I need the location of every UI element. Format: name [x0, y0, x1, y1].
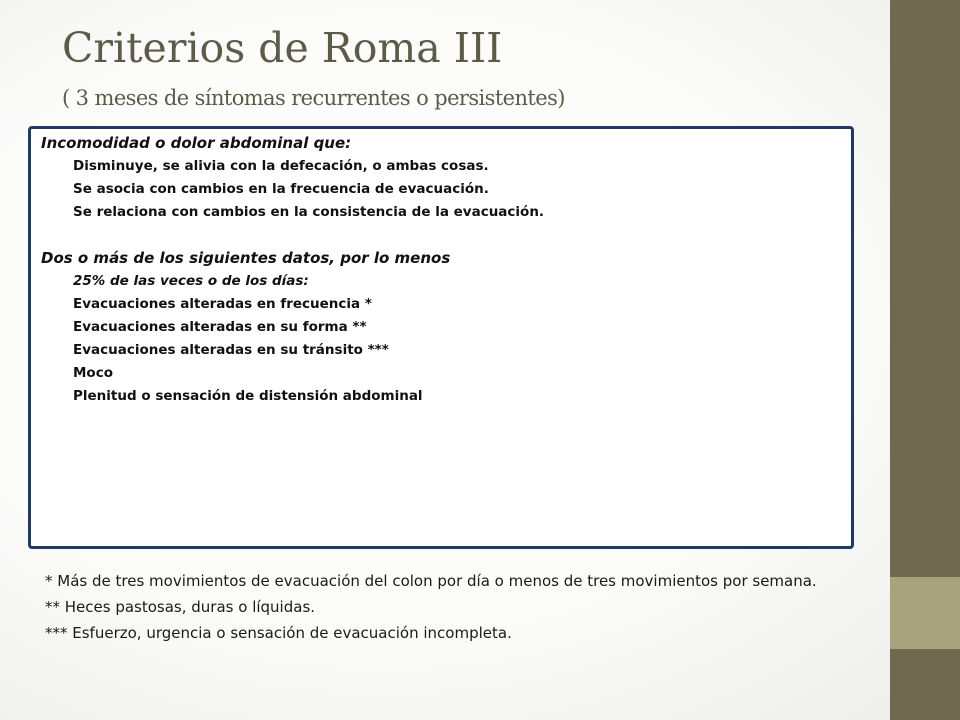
footnote-frequency: * Más de tres movimientos de evacuación del colon por día o menos de tres movimientos por semana. — [45, 572, 817, 590]
footnote-form: ** Heces pastosas, duras o líquidas. — [45, 598, 316, 616]
section-heading-symptoms: Dos o más de los siguientes datos, por lo menos — [41, 249, 451, 267]
footnote-transit: *** Esfuerzo, urgencia o sensación de evacuación incompleta. — [45, 624, 512, 642]
slide-title: Criterios de Roma III — [62, 24, 503, 72]
slide-subtitle: ( 3 meses de síntomas recurrentes o persistentes) — [62, 86, 565, 110]
criteria-item: Evacuaciones alteradas en frecuencia * — [73, 296, 372, 312]
section-heading-continuation: 25% de las veces o de los días: — [73, 273, 309, 289]
spacer — [41, 224, 561, 247]
criteria-item: Disminuye, se alivia con la defecación, o ambas cosas. — [73, 158, 489, 174]
criteria-box — [28, 126, 854, 549]
criteria-item: Plenitud o sensación de distensión abdominal — [73, 388, 423, 404]
side-accent — [890, 577, 960, 649]
section-heading-pain: Incomodidad o dolor abdominal que: — [41, 134, 352, 152]
criteria-item: Moco — [73, 365, 113, 381]
criteria-item: Se asocia con cambios en la frecuencia de evacuación. — [73, 181, 489, 197]
criteria-item: Evacuaciones alteradas en su tránsito *** — [73, 342, 389, 358]
criteria-item: Evacuaciones alteradas en su forma ** — [73, 319, 367, 335]
criteria-item: Se relaciona con cambios en la consistencia de la evacuación. — [73, 204, 545, 220]
criteria-content — [41, 132, 561, 408]
footnotes — [45, 568, 825, 646]
